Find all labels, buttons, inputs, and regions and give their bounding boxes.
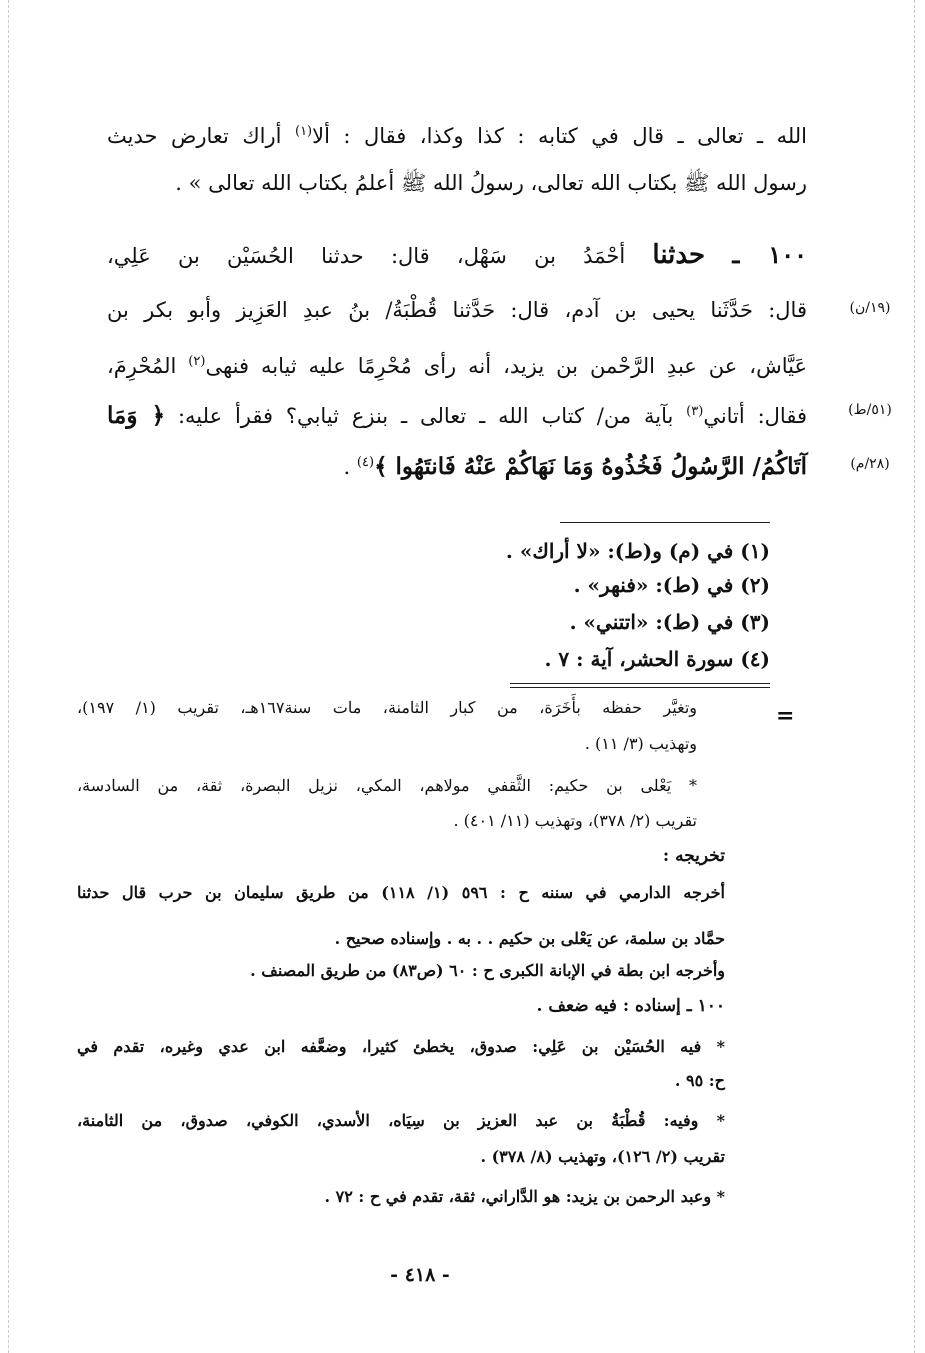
commentary-line-4: تقريب (٢/ ٣٧٨)، وتهذيب (١١/ ٤٠١) . [453, 811, 697, 830]
scan-edge-left [8, 0, 9, 1353]
continuation-mark: = [776, 703, 795, 729]
isnad-heading: ١٠٠ ـ إسناده : فيه ضعف . [536, 996, 725, 1016]
main-text-line-5: عَيَّاش، عن عبدِ الرَّحْمن بن يزيد، أنه رأى مُحْرِمًا عليه ثيابه فنهى$^{(٢)}$ المُحْرِمَ، [107, 354, 807, 378]
isnad-line-4: تقريب (٢/ ١٢٦)، وتهذيب (٨/ ٣٧٨) . [480, 1147, 725, 1166]
footnote-ref-1: (١) [294, 124, 313, 139]
margin-ref-nun: (١٩/ن) [849, 300, 891, 316]
footnote-ref-3: (٣) [686, 404, 704, 419]
commentary-line-1: وتغيَّر حفظه بأَخَرَة، من كبار الثامنة، مات سنة١٦٧هـ، تقريب (١/ ١٩٧)، [77, 698, 697, 717]
isnad-line-3: * وفيه: قُطْبَةُ بن عبد العزيز بن سِيَاه، الأسدي، الكوفي، صدوق، من الثامنة، [77, 1111, 725, 1130]
margin-ref-mim: (٢٨/م) [850, 456, 890, 472]
footnote-1: (١) في (م) و(ط): «لا أراك» . [505, 539, 770, 563]
footnote-ref-2: (٢) [188, 354, 206, 369]
takhrij-heading: تخريجه : [662, 846, 725, 866]
footnote-3: (٣) في (ط): «اتتني» . [569, 610, 770, 634]
hadith-100-heading-line: ١٠٠ ـ حدثنا أحْمَدُ بن سَهْل، قال: حدثنا الحُسَيْن بن عَلِي، [107, 240, 807, 270]
quran-verse: آتَاكُمُ/ الرَّسُولُ فَخُذُوهُ وَمَا نَهَاكُمْ عَنْهُ فَانتَهُوا ﴾ [374, 453, 807, 480]
hadith-number: ١٠٠ ـ [732, 240, 807, 269]
takhrij-line-3: وأخرجه ابن بطة في الإبانة الكبرى ح : ٦٠ (ص٨٣) من طريق المصنف . [250, 961, 725, 980]
isnad-line-1: * فيه الحُسَيْن بن عَلِي: صدوق، يخطئ كثيرا، وضعَّفه ابن عدي وغيره، تقدم في [77, 1037, 725, 1056]
isnad-line-2: ح: ٩٥ . [674, 1071, 725, 1090]
scan-edge-right [914, 0, 915, 1353]
page-number: - ٤١٨ - [390, 1264, 450, 1286]
haddathana-word: حدثنا [652, 240, 706, 270]
footnote-separator [560, 522, 770, 523]
main-text-line-2: رسول الله ﷺ بكتاب الله تعالى، رسولُ الله ﷺ أعلمُ بكتاب الله تعالى » . [175, 171, 807, 195]
footnote-2: (٢) في (ط): «فنهر» . [573, 573, 770, 597]
main-text-line-7: آتَاكُمُ/ الرَّسُولُ فَخُذُوهُ وَمَا نَهَاكُمْ عَنْهُ فَانتَهُوا ﴾$^{(٤)}$ . [343, 453, 807, 480]
footnote-ref-4: (٤) [356, 455, 375, 470]
main-text-line-4: قال: حَدَّثَنا يحيى بن آدم، قال: حَدَّثنا قُطْبَةُ/ بنُ عبدِ العَزِيز وأبو بكر بن [107, 298, 807, 322]
main-text-line-1: الله ـ تعالى ـ قال في كتابه : كذا وكذا، فقال : ألا$^{(١)}$ أراك تعارض حديث [107, 124, 808, 148]
takhrij-line-2: حمَّاد بن سلمة، عن يَعْلى بن حكيم . . به . وإسناده صحيح . [334, 929, 725, 948]
quran-verse-start: ﴿ وَمَا [107, 402, 166, 429]
takhrij-line-1: أخرجه الدارمي في سننه ح : ٥٩٦ (١/ ١١٨) من طريق سليمان بن حرب قال حدثنا [77, 883, 725, 902]
footnote-4: (٤) سورة الحشر، آية : ٧ . [544, 647, 770, 671]
commentary-line-3: * يَعْلى بن حكيم: الثَّقفي مولاهم، المكي، نزيل البصرة، ثقة، من السادسة، [77, 776, 697, 795]
main-text-line-6: فقال: أتاني$^{(٣)}$ بآية من/ كتاب الله ـ تعالى ـ بنزع ثيابي؟ فقرأ عليه: ﴿ وَمَا [107, 402, 807, 429]
commentary-line-2: وتهذيب (٣/ ١١) . [584, 734, 697, 753]
commentary-separator [510, 683, 770, 688]
margin-ref-ta: (٥١/ط) [848, 402, 892, 418]
isnad-line-5: * وعبد الرحمن بن يزيد: هو الدَّاراني، ثقة، تقدم في ح : ٧٢ . [324, 1187, 725, 1206]
